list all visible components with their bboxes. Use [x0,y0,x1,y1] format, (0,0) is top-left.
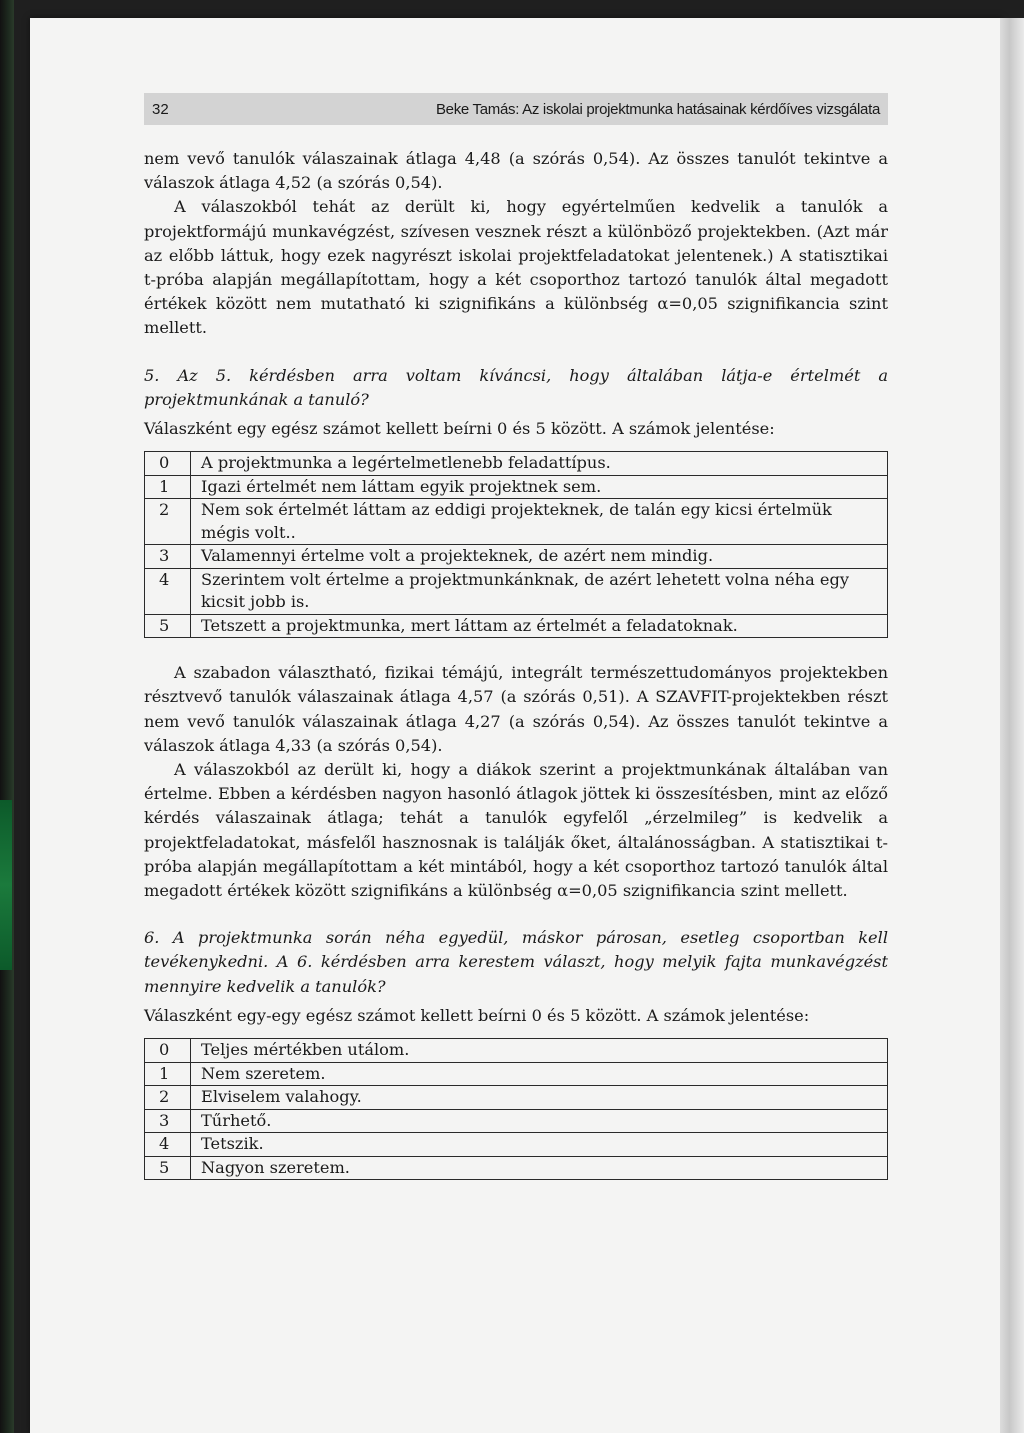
question-5: 5. Az 5. kérdésben arra voltam kíváncsi, hogy általában látja-e értelmét a projektmunkának a tanuló? [144,365,888,409]
table-row [145,1039,888,1063]
table-row [145,1062,888,1086]
scale-value: 0 [145,1039,191,1063]
scale-meaning: Igazi értelmét nem láttam egyik projektnek sem. [191,475,888,499]
scale-value: 1 [145,475,191,499]
paragraph: A szabadon választható, fizikai témájú, integrált természettudományos projektekben résztvevő tanulók válaszainak átlaga 4,57 (a szórás 0,51). A SZAVFIT-projektekben részt nem vevő tanulók válaszainak átlaga 4,27 (a szórás 0,54). Az összes tanulót tekintve a válaszok átlaga 4,33 (a szórás 0,54). [144,663,888,755]
page-stack-edge [1000,18,1024,1433]
scale-value: 4 [145,1133,191,1157]
scale-value: 5 [145,614,191,638]
scale-meaning: Szerintem volt értelme a projektmunkánknak, de azért lehetett volna néha egy kicsit jobb is. [191,568,888,614]
scale-meaning: Nem sok értelmét láttam az eddigi projekteknek, de talán egy kicsi értelmük mégis volt.. [191,499,888,545]
page-number: 32 [152,100,169,118]
scale-value: 2 [145,499,191,545]
paragraph: nem vevő tanulók válaszainak átlaga 4,48 (a szórás 0,54). Az összes tanulót tekintve a válaszok átlaga 4,52 (a szórás 0,54). [144,149,888,193]
table-row [145,545,888,569]
scale-value: 0 [145,452,191,476]
answer-scale-table-q6 [144,1038,888,1180]
scale-value: 2 [145,1086,191,1110]
table-row [145,499,888,545]
scale-value: 3 [145,545,191,569]
scale-meaning: Nagyon szeretem. [191,1156,888,1180]
scale-value: 1 [145,1062,191,1086]
question-5-lead: Válaszként egy egész számot kellett beírni 0 és 5 között. A számok jelentése: [144,419,775,439]
table-row [145,614,888,638]
table-row [145,1109,888,1133]
running-title: Beke Tamás: Az iskolai projektmunka hatásainak kérdőíves vizsgálata [435,100,880,118]
question-6-lead: Válaszként egy-egy egész számot kellett beírni 0 és 5 között. A számok jelentése: [144,1005,810,1025]
paragraph: A válaszokból tehát az derült ki, hogy egyértelműen kedvelik a tanulók a projektformájú munkavégzést, szívesen vesznek részt a különböző projektekben. (Azt már az előbb láttuk, hogy ezek nagyrészt iskolai projektfeladatokat jelentenek.) A statisztikai t-próba alapján megállapítottam, hogy a két csoporthoz tartozó tanulók által megadott értékek között nem mutatható ki szignifikáns a különbség α=0,05 szignifikancia szint mellett. [144,197,888,338]
table-row [145,475,888,499]
scale-meaning: Nem szeretem. [191,1062,888,1086]
scan-background-left [0,0,14,1433]
question-6: 6. A projektmunka során néha egyedül, máskor párosan, esetleg csoportban kell tevékenykedni. A 6. kérdésben arra kerestem választ, hogy melyik fajta munkavégzést mennyire kedvelik a tanulók? [144,928,888,996]
scale-meaning: Tűrhető. [191,1109,888,1133]
paragraph: A válaszokból az derült ki, hogy a diákok szerint a projektmunkának általában van értelme. Ebben a kérdésben nagyon hasonló átlagok jöttek ki összesítésben, mint az előző kérdés válaszainak átlaga; tehát a tanulók egyfelől „érzelmileg” is kedvelik a projektfeladatokat, másfelől hasznosnak is találják őket, általánosságban. A statisztikai t-próba alapján megállapítottam a két mintából, hogy a két csoporthoz tartozó tanulók által megadott értékek között szignifikáns a különbség α=0,05 szignifikancia szint mellett. [144,760,888,901]
table-row [145,1133,888,1157]
scale-meaning: Tetszik. [191,1133,888,1157]
scale-value: 5 [145,1156,191,1180]
scale-meaning: Teljes mértékben utálom. [191,1039,888,1063]
scale-meaning: Elviselem valahogy. [191,1086,888,1110]
page-body [144,147,888,1180]
answer-scale-table-q5 [144,451,888,638]
table-row [145,568,888,614]
scale-value: 4 [145,568,191,614]
scale-meaning: A projektmunka a legértelmetlenebb feladattípus. [191,452,888,476]
table-row [145,1156,888,1180]
table-row [145,1086,888,1110]
running-header [144,93,888,125]
scale-value: 3 [145,1109,191,1133]
scale-meaning: Valamennyi értelme volt a projekteknek, de azért nem mindig. [191,545,888,569]
table-row [145,452,888,476]
ribbon-marker [0,800,12,970]
scale-meaning: Tetszett a projektmunka, mert láttam az értelmét a feladatoknak. [191,614,888,638]
